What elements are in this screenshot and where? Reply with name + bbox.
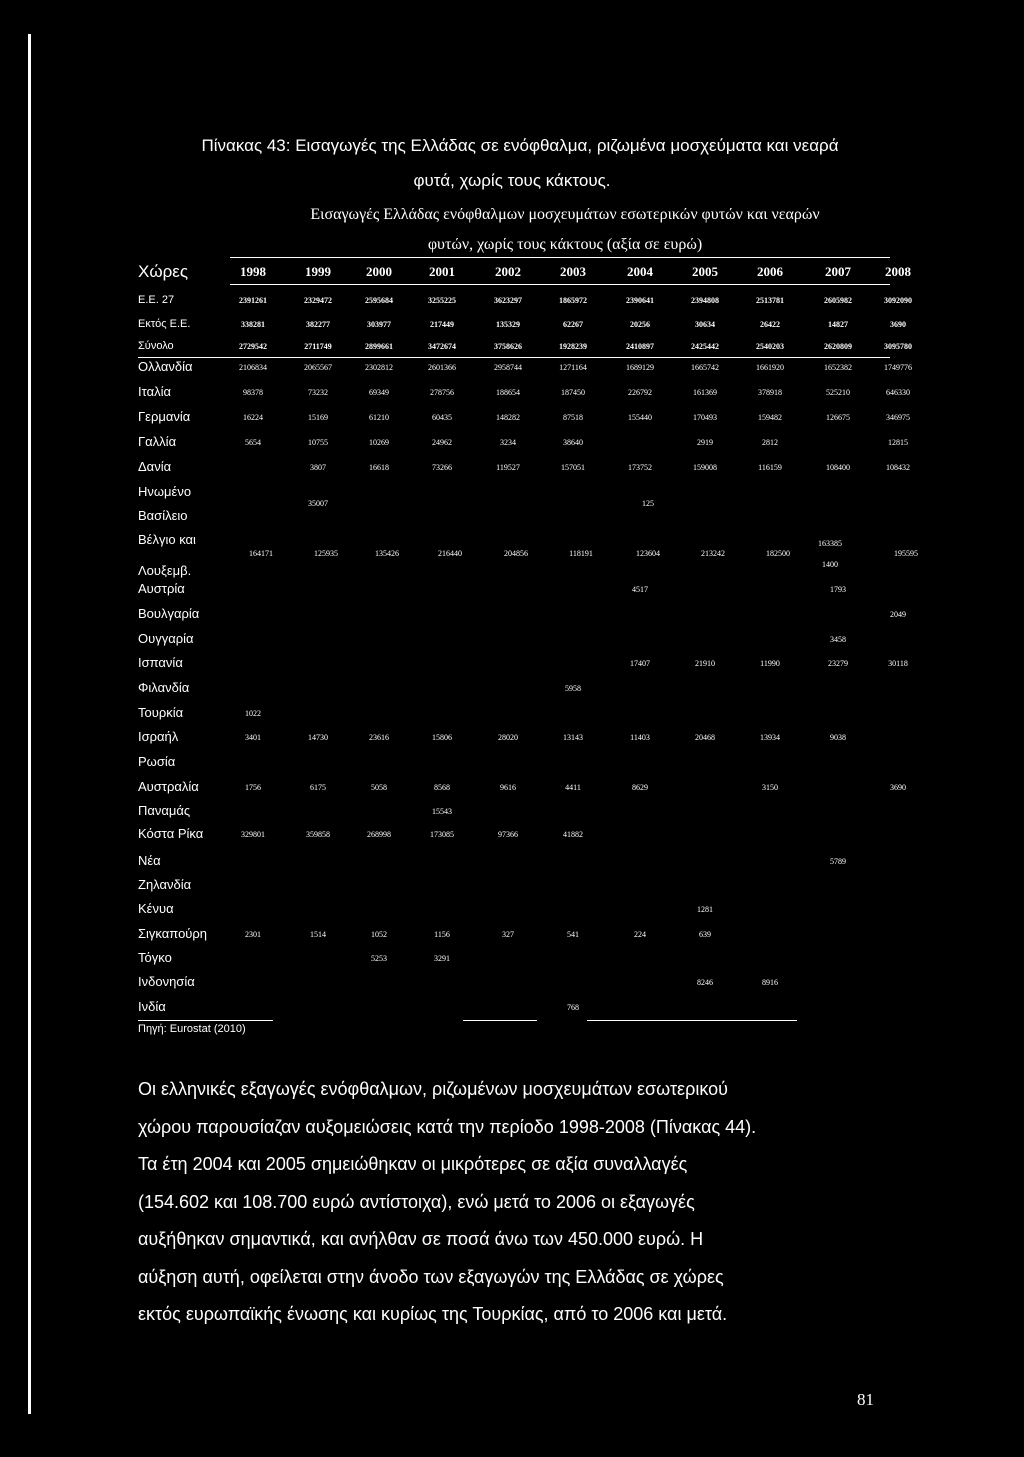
table-cell: 3255225: [428, 296, 456, 305]
table-cell: 3458: [830, 635, 846, 644]
table-cell: 30634: [695, 320, 715, 329]
table-cell: 2302812: [365, 363, 393, 372]
table-cell: 23279: [828, 659, 848, 668]
row-label: Σιγκαπούρη: [138, 926, 208, 941]
table-cell: 2425442: [691, 342, 719, 351]
table-cell: 1793: [830, 585, 846, 594]
table-cell: 646330: [886, 388, 910, 397]
table-cell: 60435: [432, 413, 452, 422]
table-cell: 3092090: [884, 296, 912, 305]
table-cell: 161369: [693, 388, 717, 397]
table-cell: 2390641: [626, 296, 654, 305]
table-cell: 3472674: [428, 342, 456, 351]
table-cell: 2391261: [239, 296, 267, 305]
table-cell: 3234: [500, 438, 516, 447]
table-cell: 125935: [314, 549, 338, 558]
row-label: Σύνολο: [138, 340, 174, 352]
table-cell: 525210: [826, 388, 850, 397]
table-cell: 126675: [826, 413, 850, 422]
page-number: 81: [857, 1390, 874, 1409]
table-cell: 3095780: [884, 342, 912, 351]
table-cell: 2711749: [304, 342, 332, 351]
table-cell: 8916: [762, 978, 778, 987]
row-label: Γαλλία: [138, 434, 177, 449]
table-cell: 10755: [308, 438, 328, 447]
row-label-part: Λουξεμβ.: [138, 563, 192, 578]
table-cell: 173752: [628, 463, 652, 472]
table-cell: 1756: [245, 783, 261, 792]
table-cell: 3807: [310, 463, 326, 472]
table-cell: 216440: [438, 549, 462, 558]
table-cell: 98378: [243, 388, 263, 397]
row-label-part: Ηνωμένο: [138, 484, 192, 499]
table-cell: 35007: [308, 499, 328, 508]
table-cell: 15543: [432, 807, 452, 816]
table-cell: 2620809: [824, 342, 852, 351]
table-cell: 155440: [628, 413, 652, 422]
table-cell: 1665742: [691, 363, 719, 372]
row-label: Φιλανδία: [138, 680, 190, 695]
source-note: Πηγή: Eurostat (2010): [138, 1023, 246, 1035]
table-cell: 14730: [308, 733, 328, 742]
table-cell: 639: [699, 930, 711, 939]
table-cell: 378918: [758, 388, 782, 397]
table-cell: 21910: [695, 659, 715, 668]
row-label: Αυστρία: [138, 581, 185, 596]
year-header: 2004: [627, 264, 653, 279]
paragraph-line: (154.602 και 108.700 ευρώ αντίστοιχα), ενώ μετά το 2006 οι εξαγωγές: [138, 1191, 695, 1212]
table-cell: 8629: [632, 783, 648, 792]
row-label: Γερμανία: [138, 409, 191, 424]
table-end-rule-2: [587, 1020, 797, 1021]
table-cell: 61210: [369, 413, 389, 422]
table-cell: 118191: [569, 549, 593, 558]
table-cell: 163385: [818, 539, 842, 548]
table-cell: 135426: [375, 549, 399, 558]
header-rule-bottom: [230, 284, 890, 285]
table-cell: 73232: [308, 388, 328, 397]
table-cell: 2410897: [626, 342, 654, 351]
table-cell: 2812: [762, 438, 778, 447]
row-label: Κένυα: [138, 901, 174, 916]
countries-header: Χώρες: [138, 262, 189, 281]
table-cell: 2394808: [691, 296, 719, 305]
table-cell: 188654: [496, 388, 520, 397]
table-cell: 30118: [888, 659, 908, 668]
table-cell: 9038: [830, 733, 846, 742]
paragraph-line: Τα έτη 2004 και 2005 σημειώθηκαν οι μικρότερες σε αξία συναλλαγές: [138, 1154, 688, 1174]
table-cell: 3150: [762, 783, 778, 792]
table-cell: 2601366: [428, 363, 456, 372]
table-end-rule-1: [463, 1020, 537, 1021]
paragraph-line: χώρου παρουσίαζαν αυξομειώσεις κατά την περίοδο 1998-2008 (Πίνακας 44).: [138, 1116, 757, 1137]
table-cell: 13934: [760, 733, 780, 742]
table-cell: 2605982: [824, 296, 852, 305]
table-cell: 4517: [632, 585, 648, 594]
table-cell: 11403: [630, 733, 650, 742]
table-cell: 213242: [701, 549, 725, 558]
table-cell: 226792: [628, 388, 652, 397]
table-cell: 87518: [563, 413, 583, 422]
table-cell: 182500: [766, 549, 790, 558]
table-cell: 1749776: [884, 363, 912, 372]
table-cell: 5253: [371, 954, 387, 963]
year-header: 2002: [495, 264, 521, 279]
table-cell: 28020: [498, 733, 518, 742]
row-label: Ισπανία: [138, 655, 183, 670]
paragraph-line: αύξηση αυτή, οφείλεται στην άνοδο των εξαγωγών της Ελλάδας σε χώρες: [138, 1266, 724, 1287]
table-cell: 329801: [241, 830, 265, 839]
table-cell: 187450: [561, 388, 585, 397]
table-cell: 5058: [371, 783, 387, 792]
table-title-line2: φυτών, χωρίς τους κάκτους (αξία σε ευρώ): [427, 236, 703, 253]
row-label: Ολλανδία: [138, 359, 193, 374]
table-cell: 1156: [434, 930, 450, 939]
table-cell: 2919: [697, 438, 713, 447]
table-cell: 11990: [760, 659, 780, 668]
table-cell: 3758626: [494, 342, 522, 351]
table-cell: 12815: [888, 438, 908, 447]
table-cell: 2513781: [756, 296, 784, 305]
table-cell: 5654: [245, 438, 261, 447]
row-label: Δανία: [138, 459, 172, 474]
table-cell: 116159: [758, 463, 782, 472]
table-cell: 1281: [697, 905, 713, 914]
table-cell: 2899661: [365, 342, 393, 351]
table-cell: 157051: [561, 463, 585, 472]
table-cell: 148282: [496, 413, 520, 422]
table-cell: 1271164: [559, 363, 587, 372]
table-cell: 2729542: [239, 342, 267, 351]
table-cell: 382277: [306, 320, 330, 329]
table-cell: 1652382: [824, 363, 852, 372]
table-cell: 123604: [636, 549, 660, 558]
table-cell: 2540203: [756, 342, 784, 351]
table-cell: 768: [567, 1003, 579, 1012]
table-cell: 17407: [630, 659, 650, 668]
row-label: Τόγκο: [138, 950, 172, 965]
table-cell: 2595684: [365, 296, 393, 305]
table-cell: 170493: [693, 413, 717, 422]
table-cell: 119527: [496, 463, 520, 472]
year-header: 2006: [757, 264, 783, 279]
year-header: 2005: [692, 264, 718, 279]
table-cell: 303977: [367, 320, 391, 329]
table-cell: 15169: [308, 413, 328, 422]
row-label: Ζηλανδία: [138, 877, 192, 892]
table-cell: 1689129: [626, 363, 654, 372]
table-cell: 159008: [693, 463, 717, 472]
table-cell: 108400: [826, 463, 850, 472]
totals-rule: [138, 357, 890, 358]
row-label-part: Βέλγιο και: [138, 532, 196, 547]
table-cell: 3690: [890, 783, 906, 792]
table-cell: 1052: [371, 930, 387, 939]
table-cell: 16618: [369, 463, 389, 472]
year-header: 2003: [560, 264, 586, 279]
table-cell: 135329: [496, 320, 520, 329]
paragraph-line: αυξήθηκαν σημαντικά, και ανήλθαν σε ποσά άνω των 450.000 ευρώ. Η: [138, 1229, 704, 1249]
row-label: Κόστα Ρίκα: [138, 826, 204, 841]
table-cell: 2049: [890, 610, 906, 619]
row-label: Ινδία: [138, 999, 166, 1014]
table-cell: 8246: [697, 978, 713, 987]
table-cell: 20468: [695, 733, 715, 742]
table-cell: 69349: [369, 388, 389, 397]
row-label: Ινδονησία: [138, 974, 195, 989]
left-margin-bar: [28, 34, 31, 1414]
table-cell: 3623297: [494, 296, 522, 305]
table-cell: 14827: [828, 320, 848, 329]
table-cell: 346975: [886, 413, 910, 422]
year-header: 2008: [885, 264, 911, 279]
table-cell: 327: [502, 930, 514, 939]
row-label: Ρωσία: [138, 754, 176, 769]
table-cell: 15806: [432, 733, 452, 742]
table-cell: 38640: [563, 438, 583, 447]
table-cell: 108432: [886, 463, 910, 472]
table-cell: 62267: [563, 320, 583, 329]
year-header: 2000: [366, 264, 392, 279]
table-cell: 97366: [498, 830, 518, 839]
table-cell: 195595: [894, 549, 918, 558]
table-caption-line1: Πίνακας 43: Εισαγωγές της Ελλάδας σε ενόφθαλμα, ριζωμένα μοσχεύματα και νεαρά: [201, 136, 839, 155]
table-caption-line2: φυτά, χωρίς τους κάκτους.: [413, 171, 611, 190]
table-cell: 5789: [830, 857, 846, 866]
row-label: Ισραήλ: [138, 729, 179, 744]
row-label: Ιταλία: [138, 384, 171, 399]
table-cell: 4411: [565, 783, 581, 792]
table-cell: 6175: [310, 783, 326, 792]
header-rule-top: [230, 257, 890, 258]
table-cell: 3291: [434, 954, 450, 963]
row-label: Ε.Ε. 27: [138, 294, 175, 306]
source-rule: [138, 1020, 273, 1021]
table-cell: 541: [567, 930, 579, 939]
table-cell: 41882: [563, 830, 583, 839]
table-cell: 3401: [245, 733, 261, 742]
year-header: 2007: [825, 264, 851, 279]
table-cell: 2106834: [239, 363, 267, 372]
table-cell: 125: [642, 499, 654, 508]
table-cell: 173085: [430, 830, 454, 839]
table-cell: 1514: [310, 930, 326, 939]
table-cell: 1022: [245, 709, 261, 718]
table-cell: 1928239: [559, 342, 587, 351]
table-cell: 9616: [500, 783, 516, 792]
table-cell: 359858: [306, 830, 330, 839]
row-label: Παναμάς: [138, 803, 191, 818]
table-cell: 224: [634, 930, 646, 939]
table-cell: 20256: [630, 320, 650, 329]
table-cell: 2301: [245, 930, 261, 939]
row-label: Αυστραλία: [138, 779, 199, 794]
table-cell: 23616: [369, 733, 389, 742]
row-label: Βουλγαρία: [138, 606, 200, 621]
table-cell: 2958744: [494, 363, 522, 372]
table-cell: 268998: [367, 830, 391, 839]
paragraph-line: Οι ελληνικές εξαγωγές ενόφθαλμων, ριζωμένων μοσχευμάτων εσωτερικού: [138, 1079, 728, 1099]
row-label: Εκτός Ε.Ε.: [138, 318, 191, 330]
row-label: Τουρκία: [138, 705, 184, 720]
table-cell: 2329472: [304, 296, 332, 305]
table-cell: 26422: [760, 320, 780, 329]
table-cell: 2065567: [304, 363, 332, 372]
table-cell: 204856: [504, 549, 528, 558]
table-cell: 16224: [243, 413, 263, 422]
year-header: 1998: [240, 264, 266, 279]
row-label-part: Βασίλειο: [138, 508, 188, 523]
table-title-line1: Εισαγωγές Ελλάδας ενόφθαλμων μοσχευμάτων εσωτερικών φυτών και νεαρών: [310, 206, 820, 223]
table-cell: 73266: [432, 463, 452, 472]
table-cell: 8568: [434, 783, 450, 792]
year-header: 1999: [305, 264, 331, 279]
table-cell: 5958: [565, 684, 581, 693]
table-cell: 217449: [430, 320, 454, 329]
table-cell: 3690: [890, 320, 906, 329]
table-cell: 1865972: [559, 296, 587, 305]
year-header: 2001: [429, 264, 455, 279]
table-cell: 24962: [432, 438, 452, 447]
table-cell: 13143: [563, 733, 583, 742]
table-cell: 1400: [822, 560, 838, 569]
table-cell: 1661920: [756, 363, 784, 372]
table-cell: 164171: [249, 549, 273, 558]
table-cell: 338281: [241, 320, 265, 329]
row-label: Νέα: [138, 853, 161, 868]
table-cell: 278756: [430, 388, 454, 397]
row-label: Ουγγαρία: [138, 631, 194, 646]
table-cell: 159482: [758, 413, 782, 422]
table-cell: 10269: [369, 438, 389, 447]
paragraph-line: εκτός ευρωπαϊκής ένωσης και κυρίως της Τουρκίας, από το 2006 και μετά.: [138, 1304, 728, 1324]
